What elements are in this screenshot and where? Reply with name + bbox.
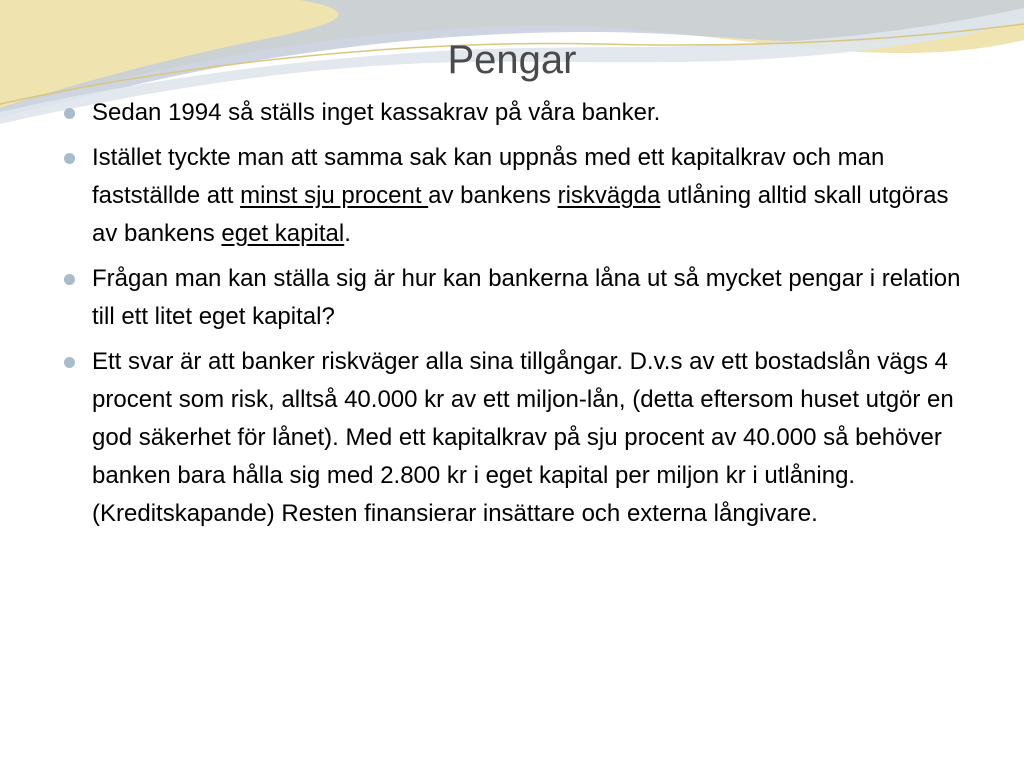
link-minst-sju-procent[interactable]: minst sju procent <box>240 182 429 209</box>
bullet-text-part: Istället tyckte man att samma sak kan uppnås med ett kapitalkrav och man fastställde att <box>92 144 885 209</box>
bullet-text-part: av bankens <box>428 182 558 209</box>
bullet-dot-icon <box>64 108 75 119</box>
bullet-item-1 <box>64 94 964 132</box>
bullet-item-3 <box>64 260 964 336</box>
bullet-text-part: utlåning alltid skall utgöras av bankens <box>92 182 949 247</box>
bullet-dot-icon <box>64 153 75 164</box>
bullet-item-4 <box>64 343 964 533</box>
bullet-list <box>64 94 964 540</box>
link-riskvagda[interactable]: riskvägda <box>557 182 661 209</box>
bullet-text: Frågan man kan ställa sig är hur kan bankerna låna ut så mycket pengar i relation till ett litet eget kapital? <box>92 265 961 330</box>
link-eget-kapital[interactable]: eget kapital <box>221 220 345 247</box>
bullet-text: Ett svar är att banker riskväger alla sina tillgångar. D.v.s av ett bostadslån vägs 4 procent som risk, alltså 40.000 kr av ett miljon-lån, (detta eftersom huset utgör en god säkerhet för lånet). Med ett kapitalkrav på sju procent av 40.000 så behöver banken bara hålla sig med 2.800 kr i eget kapital per miljon kr i utlåning. (Kreditskapande) Resten finansierar insättare och externa långivare. <box>92 348 954 527</box>
bullet-dot-icon <box>64 274 75 285</box>
slide-title: Pengar <box>447 38 577 82</box>
bullet-item-2 <box>64 139 964 253</box>
bullet-text-part: . <box>344 220 351 247</box>
bullet-text: Sedan 1994 så ställs inget kassakrav på våra banker. <box>92 99 661 126</box>
bullet-dot-icon <box>64 357 75 368</box>
